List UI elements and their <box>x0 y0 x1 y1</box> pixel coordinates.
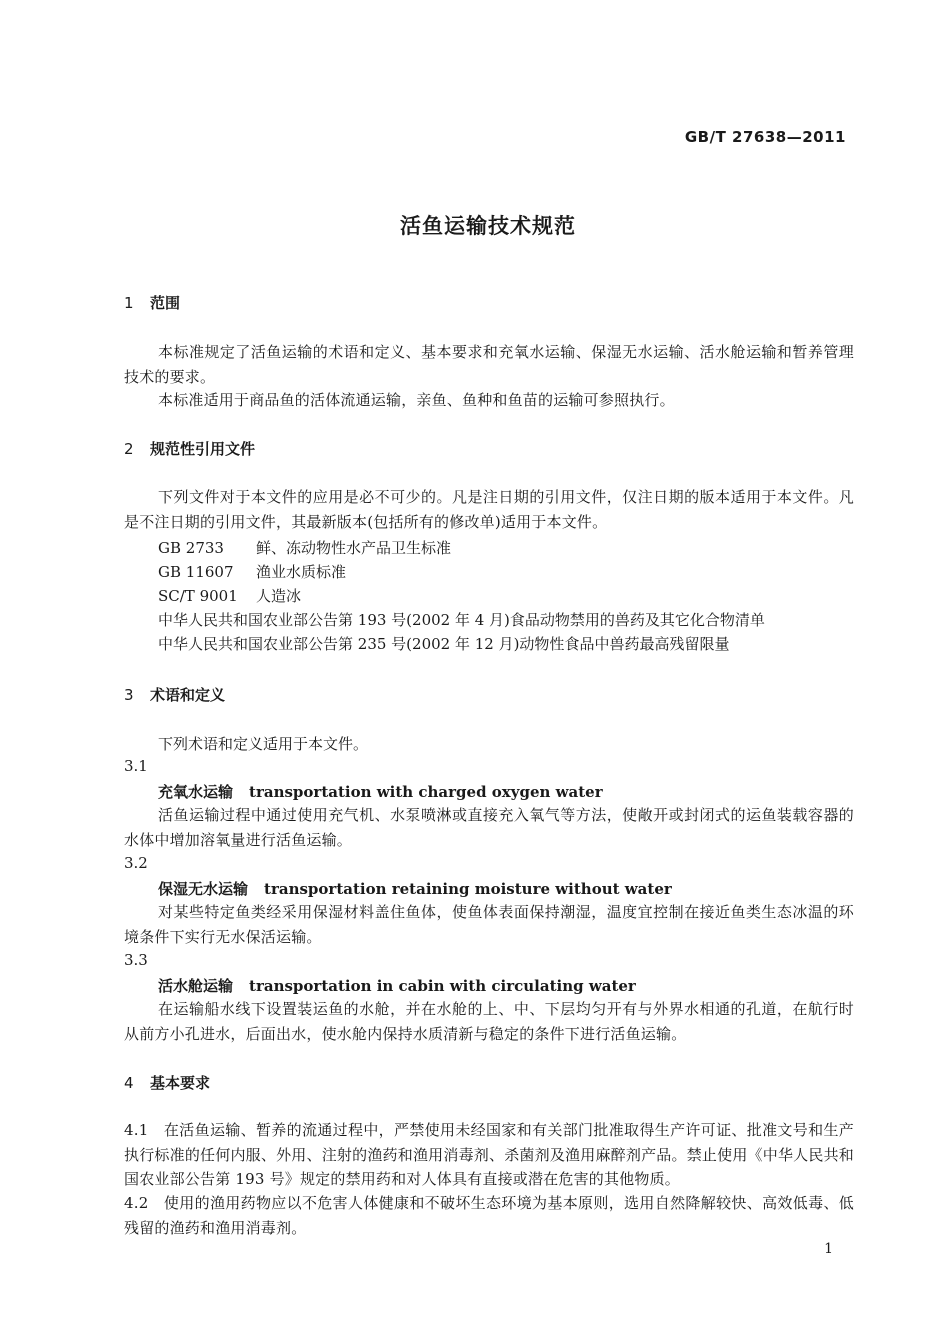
term-english: transportation with charged oxygen water <box>249 783 603 801</box>
section-1-paragraph-2: 本标准适用于商品鱼的活体流通运输，亲鱼、鱼种和鱼苗的运输可参照执行。 <box>158 391 675 409</box>
reference-title: 鲜、冻动物性水产品卫生标准 <box>256 539 452 557</box>
term-number: 3.3 <box>124 951 148 969</box>
section-title: 范围 <box>150 294 181 312</box>
term-chinese: 活水舱运输 <box>158 977 234 995</box>
reference-code: GB 11607 <box>158 563 234 581</box>
term-definition: 活鱼运输过程中通过使用充气机、水泵喷淋或直接充入氧气等方法，使敞开或封闭式的运鱼装载容器的水体中增加溶氧量进行活鱼运输。 <box>124 806 854 849</box>
document-title: 活鱼运输技术规范 <box>400 214 576 238</box>
reference-code: SC/T 9001 <box>158 587 238 605</box>
reference-code: GB 2733 <box>158 539 224 557</box>
section-3-intro: 下列术语和定义适用于本文件。 <box>158 735 369 753</box>
term-chinese: 保湿无水运输 <box>158 880 249 898</box>
term-number: 3.2 <box>124 854 148 872</box>
section-title: 基本要求 <box>150 1074 211 1092</box>
reference-item: 中华人民共和国农业部公告第 235 号(2002 年 12 月)动物性食品中兽药最高残留限量 <box>158 635 730 653</box>
section-title: 规范性引用文件 <box>150 440 256 458</box>
reference-title: 人造冰 <box>256 587 302 605</box>
section-4-heading <box>124 1072 210 1093</box>
section-1-heading <box>124 292 180 313</box>
clause-4-1: 4.1 在活鱼运输、暂养的流通过程中，严禁使用未经国家和有关部门批准取得生产许可证、批准文号和生产执行标准的任何内服、外用、注射的渔药和渔用消毒剂、杀菌剂及渔用麻醉剂产品。禁止使用《中华人民共和国农业部公告第 193 号》规定的禁用药和对人体具有直接或潜在危害的其他物质。 <box>124 1121 854 1188</box>
section-number: 3 <box>124 686 134 704</box>
reference-item: 中华人民共和国农业部公告第 193 号(2002 年 4 月)食品动物禁用的兽药及其它化合物清单 <box>158 611 765 629</box>
term-english: transportation retaining moisture without water <box>264 880 672 898</box>
term-english: transportation in cabin with circulating water <box>249 977 636 995</box>
page-number: 1 <box>824 1241 833 1257</box>
section-2-paragraph: 下列文件对于本文件的应用是必不可少的。凡是注日期的引用文件，仅注日期的版本适用于本文件。凡是不注日期的引用文件，其最新版本(包括所有的修改单)适用于本文件。 <box>124 488 854 531</box>
term-heading <box>158 975 636 996</box>
reference-item <box>158 537 451 558</box>
term-heading <box>158 781 603 802</box>
reference-item <box>158 585 301 606</box>
section-3-heading <box>124 684 225 705</box>
section-number: 4 <box>124 1074 134 1092</box>
term-chinese: 充氧水运输 <box>158 783 234 801</box>
term-number: 3.1 <box>124 757 148 775</box>
term-heading <box>158 878 672 899</box>
section-1-paragraph-1: 本标准规定了活鱼运输的术语和定义、基本要求和充氧水运输、保湿无水运输、活水舱运输和暂养管理技术的要求。 <box>124 343 854 386</box>
term-definition: 在运输船水线下设置装运鱼的水舱，并在水舱的上、中、下层均匀开有与外界水相通的孔道，在航行时从前方小孔进水，后面出水，使水舱内保持水质清新与稳定的条件下进行活鱼运输。 <box>124 1000 854 1043</box>
clause-4-2: 4.2 使用的渔用药物应以不危害人体健康和不破坏生态环境为基本原则，选用自然降解较快、高效低毒、低残留的渔药和渔用消毒剂。 <box>124 1194 854 1237</box>
section-title: 术语和定义 <box>150 686 226 704</box>
term-definition: 对某些特定鱼类经采用保湿材料盖住鱼体，使鱼体表面保持潮湿，温度宜控制在接近鱼类生态冰温的环境条件下实行无水保活运输。 <box>124 903 854 946</box>
standard-code: GB/T 27638—2011 <box>684 128 846 146</box>
section-2-heading <box>124 438 255 459</box>
section-number: 2 <box>124 440 134 458</box>
section-number: 1 <box>124 294 134 312</box>
reference-item <box>158 561 346 582</box>
reference-title: 渔业水质标准 <box>256 563 347 581</box>
